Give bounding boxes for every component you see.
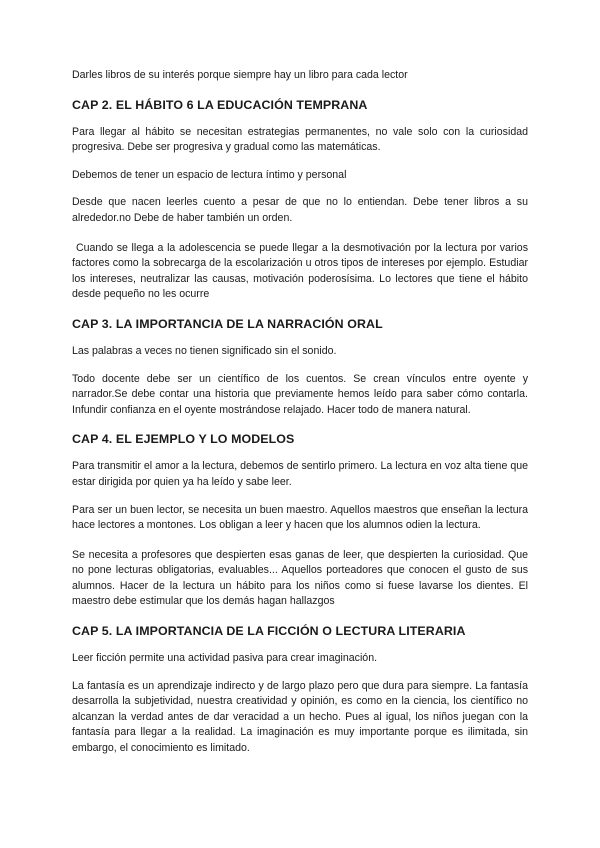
chapter-2-paragraph-2: Debemos de tener un espacio de lectura íntimo y personal bbox=[72, 168, 347, 181]
intro-paragraph: Darles libros de su interés porque siempre hay un libro para cada lector bbox=[72, 69, 408, 81]
chapter-2-paragraph-3: Desde que nacen leerles cuento a pesar de que no lo entiendan. Debe tener libros a su alrededor.no Debe de haber también un orden. bbox=[72, 196, 528, 224]
chapter-3-paragraph-2: Todo docente debe ser un científico de los cuentos. Se crean vínculos entre oyente y narrador.Se debe contar una historia que previamente hemos leído para saber cómo contarla. Infundir confianza en el oyente mostrándose relajado. Hacer todo de manera natural. bbox=[72, 372, 528, 416]
chapter-4-paragraph-1: Para transmitir el amor a la lectura, debemos de sentirlo primero. La lectura en voz alta tiene que estar dirigida por quien ya ha leído y sabe leer. bbox=[72, 460, 528, 488]
chapter-2-paragraph-1: Para llegar al hábito se necesitan estrategias permanentes, no vale solo con la curiosidad progresiva. Debe ser progresiva y gradual como las matemáticas. bbox=[72, 125, 528, 154]
chapter-2-paragraph-4: Cuando se llega a la adolescencia se puede llegar a la desmotivación por la lectura por varios factores como la sobrecarga de la escolarización u otros tipos de intereses por ejemplo. Estudiar los intereses, neutralizar las causas, motivación poderosísima. Lo lectores que tiene el hábito desde pequeño no les ocurre bbox=[72, 241, 528, 301]
chapter-5-paragraph-1: Leer ficción permite una actividad pasiva para crear imaginación. bbox=[72, 652, 378, 665]
chapter-5-paragraph-2: La fantasía es un aprendizaje indirecto y de largo plazo pero que dura para siempre. La fantasía desarrolla la subjetividad, nuestra creatividad y opinión, es como en la ciencia, los científico no alcanzan la verdad antes de dar veracidad a un hecho. Pues al igual, los niños juegan con la fantasía para llegar a la realidad. La imaginación es muy importante porque es ilimitada, sin embargo, el conocimiento es limitado. bbox=[72, 679, 528, 755]
chapter-2-heading: CAP 2. EL HÁBITO 6 LA EDUCACIÓN TEMPRANA bbox=[72, 97, 368, 112]
chapter-4-heading: CAP 4. EL EJEMPLO Y LO MODELOS bbox=[72, 432, 295, 447]
chapter-3-heading: CAP 3. LA IMPORTANCIA DE LA NARRACIÓN ORAL bbox=[72, 316, 383, 331]
chapter-3-paragraph-1: Las palabras a veces no tienen significado sin el sonido. bbox=[72, 344, 337, 357]
chapter-4-paragraph-3: Se necesita a profesores que despierten esas ganas de leer, que despierten la curiosidad. Que no pone lecturas obligatorias, evaluables... Aquellos porteadores que conocen el gusto de sus alumnos. Hacer de la lectura un hábito para los niños como si fuese lavarse los dientes. El maestro debe estimular que los demás hagan hallazgos bbox=[72, 548, 528, 608]
chapter-5-heading: CAP 5. LA IMPORTANCIA DE LA FICCIÓN O LECTURA LITERARIA bbox=[72, 624, 466, 639]
chapter-4-paragraph-2: Para ser un buen lector, se necesita un buen maestro. Aquellos maestros que enseñan la lectura hace lectores a montones. Los obligan a leer y hacen que los alumnos odien la lectura. bbox=[72, 503, 528, 532]
